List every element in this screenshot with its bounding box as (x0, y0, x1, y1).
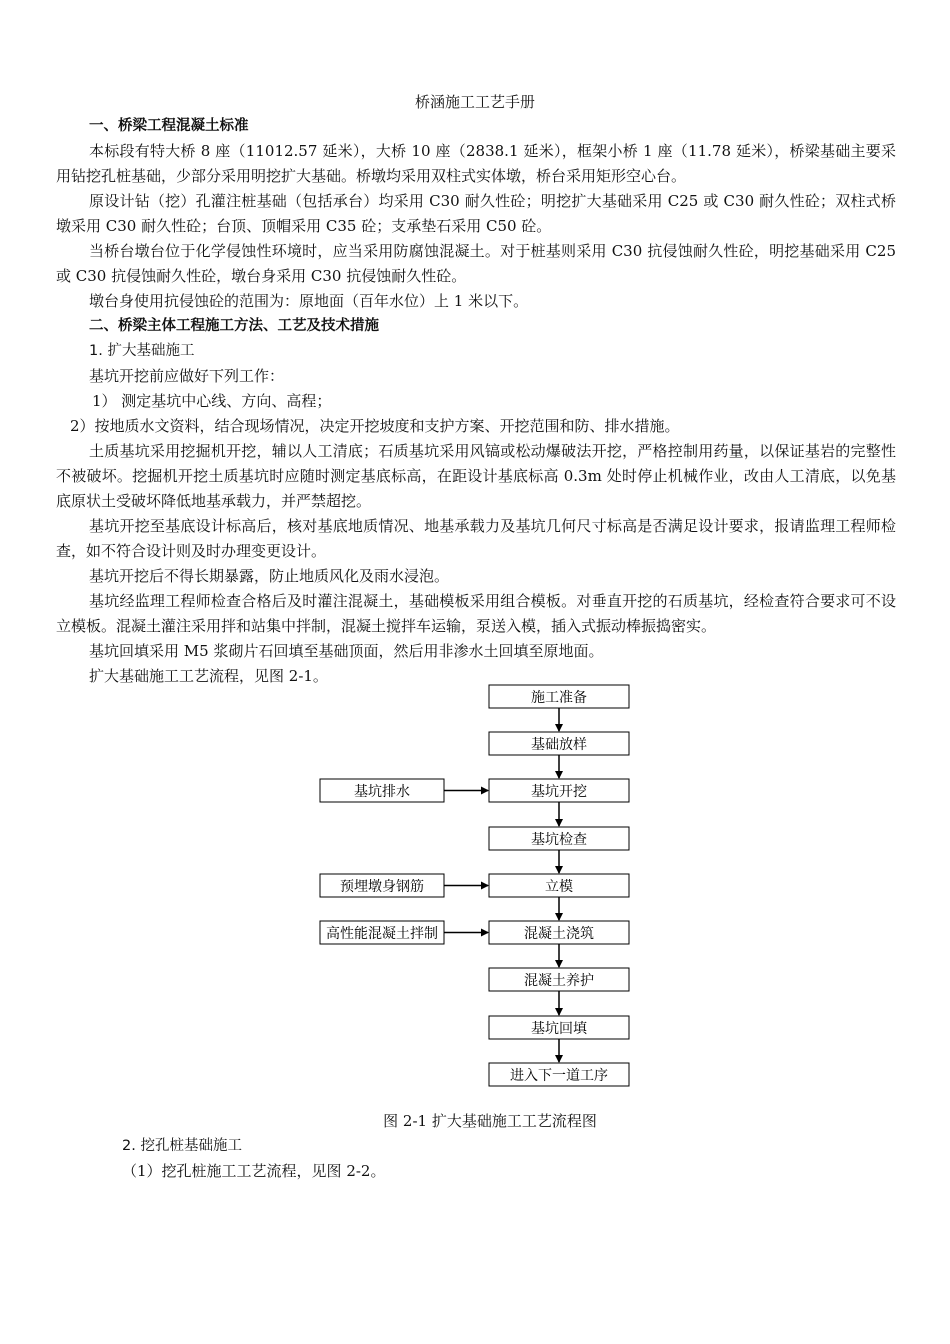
paragraph: 基坑经监理工程师检查合格后及时灌注混凝土，基础模板采用组合模板。对垂直开挖的石质基坑，经检查符合要求可不设立模板。混凝土灌注采用拌和站集中拌制，混凝土搅拌车运输，泵送入模，插入式振动棒振捣密实。 (56, 592, 896, 635)
flow-input-box (320, 921, 444, 944)
flow-step-label: 基础放样 (531, 737, 587, 753)
section-heading-2: 二、桥梁主体工程施工方法、工艺及技术措施 (89, 318, 379, 334)
flow-step-box (489, 968, 629, 991)
flow-step-box (489, 779, 629, 802)
flow-step-box (489, 921, 629, 944)
flow-step-label: 混凝土养护 (524, 973, 594, 989)
paragraph: 基坑回填采用 M5 浆砌片石回填至基础顶面，然后用非渗水土回填至原地面。 (89, 642, 604, 660)
flow-step-box (489, 827, 629, 850)
flow-input-label: 高性能混凝土拌制 (326, 926, 438, 942)
figure-caption: 图 2-1 扩大基础施工工艺流程图 (383, 1112, 597, 1130)
flowchart (0, 676, 950, 1096)
paragraph: 扩大基础施工工艺流程，见图 2-1。 (89, 667, 328, 685)
document-title: 桥涵施工工艺手册 (414, 93, 535, 111)
flow-step-box (489, 732, 629, 755)
paragraph: （1）挖孔桩施工工艺流程，见图 2-2。 (122, 1162, 386, 1180)
document-body (56, 114, 896, 689)
flow-input-box (320, 779, 444, 802)
flow-step-box (489, 1063, 629, 1086)
flow-step-label: 进入下一道工序 (510, 1068, 608, 1084)
paragraph: 基坑开挖后不得长期暴露，防止地质风化及雨水浸泡。 (89, 567, 450, 585)
list-item: 1） 测定基坑中心线、方向、高程； (92, 392, 332, 410)
list-item: 2）按地质水文资料，结合现场情况，决定开挖坡度和支护方案、开挖范围和防、排水措施。 (70, 417, 680, 435)
flow-input-label: 预埋墩身钢筋 (340, 879, 424, 895)
flow-step-box (489, 1016, 629, 1039)
flow-step-label: 施工准备 (531, 690, 587, 706)
flow-input-label: 基坑排水 (354, 784, 410, 800)
paragraph: 墩台身使用抗侵蚀砼的范围为：原地面（百年水位）上 1 米以下。 (89, 292, 529, 310)
flow-step-box (489, 685, 629, 708)
section-heading-1: 一、桥梁工程混凝土标准 (89, 118, 249, 134)
paragraph: 原设计钻（挖）孔灌注桩基础（包括承台）均采用 C30 耐久性砼；明挖扩大基础采用 C25 或 C30 耐久性砼；双柱式桥墩采用 C30 耐久性砼；台顶、顶帽采用 C35 砼；支承垫石采用 C50 砼。 (56, 192, 896, 235)
paragraph: 当桥台墩台位于化学侵蚀性环境时，应当采用防腐蚀混凝土。对于桩基则采用 C30 抗侵蚀耐久性砼，明挖基础采用 C25 或 C30 抗侵蚀耐久性砼，墩台身采用 C30 抗侵蚀耐久性砼。 (56, 242, 896, 285)
paragraph: 基坑开挖至基底设计标高后，核对基底地质情况、地基承载力及基坑几何尺寸标高是否满足设计要求，报请监理工程师检查，如不符合设计则及时办理变更设计。 (56, 517, 896, 560)
flow-step-label: 立模 (545, 879, 573, 895)
paragraph: 土质基坑采用挖掘机开挖，辅以人工清底；石质基坑采用风镐或松动爆破法开挖，严格控制用药量，以保证基岩的完整性不被破坏。挖掘机开挖土质基坑时应随时测定基底标高，在距设计基底标高 0.3m 处时停止机械作业，改由人工清底，以免基底原状土受破坏降低地基承载力，并严禁超挖。 (56, 442, 896, 510)
flow-step-label: 基坑开挖 (531, 784, 587, 800)
flow-step-box (489, 874, 629, 897)
paragraph: 基坑开挖前应做好下列工作： (89, 367, 285, 385)
flow-step-label: 混凝土浇筑 (524, 926, 594, 942)
flow-input-box (320, 874, 444, 897)
flow-step-label: 基坑检查 (531, 832, 587, 848)
paragraph: 本标段有特大桥 8 座（11012.57 延米），大桥 10 座（2838.1 延米），框架小桥 1 座（11.78 延米），桥梁基础主要采用钻挖孔桩基础，少部分采用明挖扩大基础。桥墩均采用双柱式实体墩，桥台采用矩形空心台。 (56, 142, 896, 185)
flow-step-label: 基坑回填 (531, 1021, 587, 1037)
subsection-heading-2: 2. 挖孔桩基础施工 (122, 1138, 242, 1154)
subsection-heading-1: 1. 扩大基础施工 (89, 343, 195, 359)
